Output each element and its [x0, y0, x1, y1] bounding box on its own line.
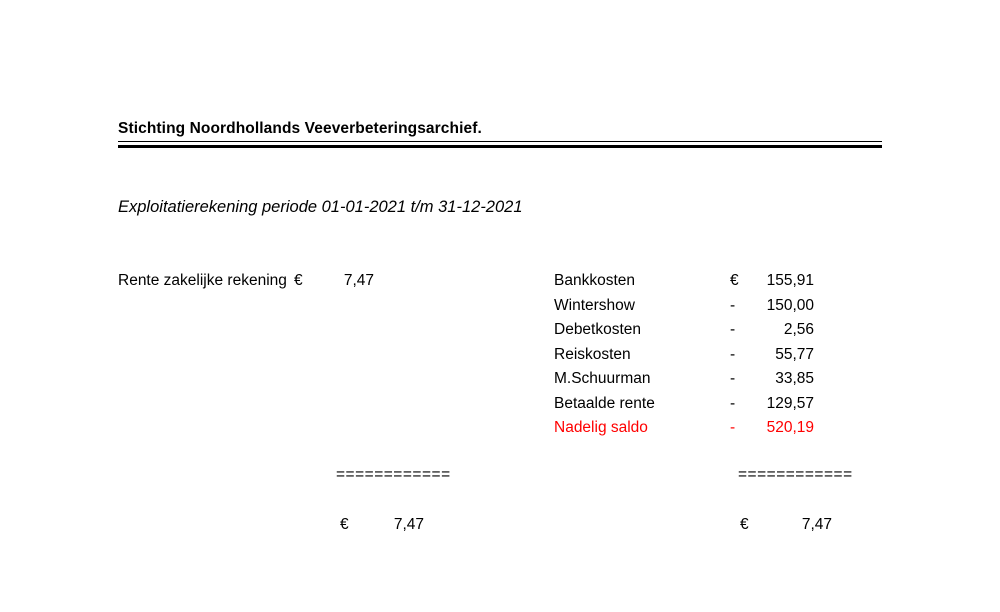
table-row: [554, 346, 954, 371]
deficit-label: Nadelig saldo: [554, 419, 648, 436]
table-row: [118, 272, 518, 297]
table-row: [554, 321, 954, 346]
table-row: [554, 395, 954, 420]
expense-amount: 155,91: [766, 272, 814, 289]
deficit-amount: 520,19: [766, 419, 814, 436]
expenses-total-amount: 7,47: [801, 516, 832, 533]
table-row: [554, 272, 954, 297]
expense-currency: €: [730, 272, 739, 289]
deficit-currency: -: [730, 419, 736, 436]
expense-currency: -: [730, 321, 736, 338]
income-total: [340, 516, 424, 534]
income-total-amount: 7,47: [393, 516, 424, 533]
header-rule-thin: [118, 141, 882, 142]
expenses-separator: ============: [738, 466, 853, 483]
table-row: [554, 297, 954, 322]
income-label: Rente zakelijke rekening: [118, 272, 287, 289]
expense-amount: 33,85: [775, 370, 814, 387]
expense-label: Debetkosten: [554, 321, 642, 338]
expense-currency: -: [730, 394, 736, 412]
header-rule-thick: [118, 145, 882, 148]
expense-label: Wintershow: [554, 296, 635, 314]
organization-title: Stichting Noordhollands Veeverbeteringsarchief.: [118, 120, 482, 137]
expense-label: Bankkosten: [554, 272, 635, 289]
expense-label: Reiskosten: [554, 345, 631, 363]
expenses-total: [740, 516, 832, 534]
table-row-deficit: [554, 419, 954, 444]
table-row: [554, 370, 954, 395]
report-subtitle: Exploitatierekening periode 01-01-2021 t/m 31-12-2021: [118, 198, 523, 216]
expense-amount: 2,56: [783, 321, 814, 338]
income-currency: €: [294, 272, 303, 289]
expense-currency: -: [730, 296, 736, 314]
income-total-currency: €: [340, 516, 349, 533]
expense-amount: 55,77: [775, 345, 814, 363]
expense-label: M.Schuurman: [554, 370, 651, 387]
income-separator: ============: [336, 466, 451, 483]
income-column: [118, 272, 518, 297]
income-amount: 7,47: [343, 272, 374, 289]
expense-amount: 150,00: [766, 296, 814, 314]
expense-label: Betaalde rente: [554, 394, 655, 412]
expenses-column: [554, 272, 954, 444]
expenses-total-currency: €: [740, 516, 749, 533]
expense-currency: -: [730, 370, 736, 387]
expense-amount: 129,57: [766, 394, 814, 412]
expense-currency: -: [730, 345, 736, 363]
